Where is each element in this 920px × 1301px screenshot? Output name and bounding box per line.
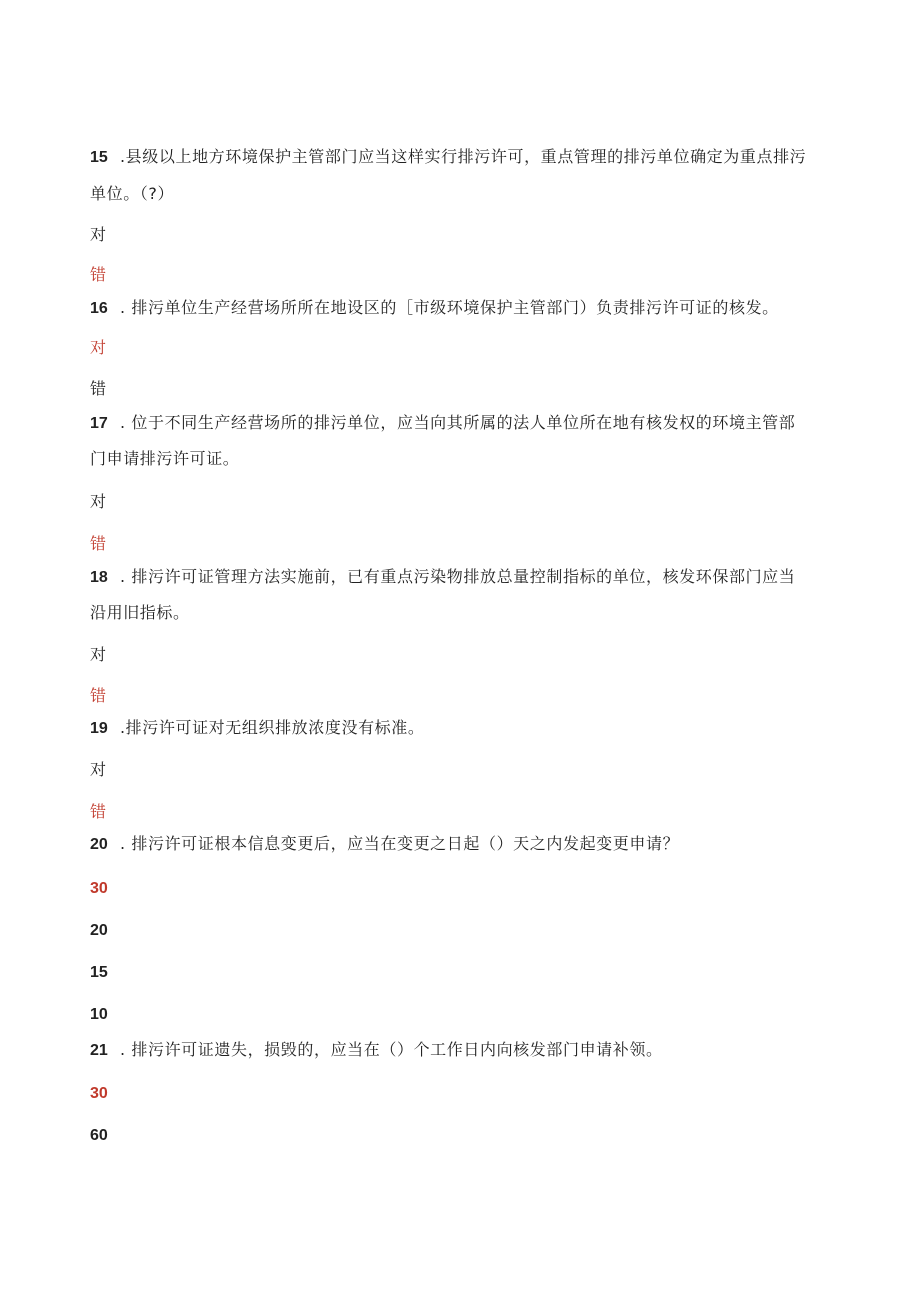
option-60[interactable]: 60	[90, 1127, 108, 1144]
option-true-correct[interactable]: 对	[90, 338, 107, 357]
option-30-correct[interactable]: 30	[90, 1085, 108, 1102]
option-10[interactable]: 10	[90, 1006, 108, 1023]
question-20	[90, 834, 679, 855]
question-text: .排污许可证对无组织排放浓度没有标准。	[120, 718, 425, 737]
question-text: . 排污单位生产经营场所所在地设区的［市级环境保护主管部门）负责排污许可证的核发。	[120, 298, 779, 317]
question-18	[90, 567, 795, 588]
question-21	[90, 1040, 663, 1061]
option-15[interactable]: 15	[90, 964, 108, 981]
question-18-continued	[90, 603, 190, 623]
question-text: . 位于不同生产经营场所的排污单位，应当向其所属的法人单位所在地有核发权的环境主管部	[120, 413, 796, 432]
question-number: 17	[90, 415, 108, 432]
question-16	[90, 298, 779, 319]
question-text: 沿用旧指标。	[90, 603, 190, 622]
question-17-continued	[90, 449, 239, 469]
option-true[interactable]: 对	[90, 225, 107, 244]
option-30-correct[interactable]: 30	[90, 880, 108, 897]
question-17	[90, 413, 795, 434]
option-true[interactable]: 对	[90, 645, 107, 664]
question-text: 单位。（?）	[90, 184, 175, 203]
question-19	[90, 718, 425, 739]
question-text: . 排污许可证管理方法实施前，已有重点污染物排放总量控制指标的单位，核发环保部门应当	[120, 567, 796, 586]
option-true[interactable]: 对	[90, 492, 107, 511]
option-false-correct[interactable]: 错	[90, 802, 107, 821]
question-text: . 排污许可证根本信息变更后，应当在变更之日起（）天之内发起变更申请？	[120, 834, 680, 853]
option-false[interactable]: 错	[90, 379, 107, 398]
question-number: 21	[90, 1042, 108, 1059]
option-false-correct[interactable]: 错	[90, 534, 107, 553]
question-number: 18	[90, 569, 108, 586]
question-number: 15	[90, 149, 108, 166]
option-false-correct[interactable]: 错	[90, 265, 107, 284]
question-number: 16	[90, 300, 108, 317]
question-15-continued	[90, 184, 174, 204]
question-text: . 排污许可证遗失，损毁的，应当在（）个工作日内向核发部门申请补领。	[120, 1040, 663, 1059]
question-number: 19	[90, 720, 108, 737]
option-true[interactable]: 对	[90, 760, 107, 779]
option-20[interactable]: 20	[90, 922, 108, 939]
question-15	[90, 147, 806, 168]
question-text: 门申请排污许可证。	[90, 449, 240, 468]
question-text: .县级以上地方环境保护主管部门应当这样实行排污许可，重点管理的排污单位确定为重点排污	[120, 147, 807, 166]
option-false-correct[interactable]: 错	[90, 686, 107, 705]
question-number: 20	[90, 836, 108, 853]
